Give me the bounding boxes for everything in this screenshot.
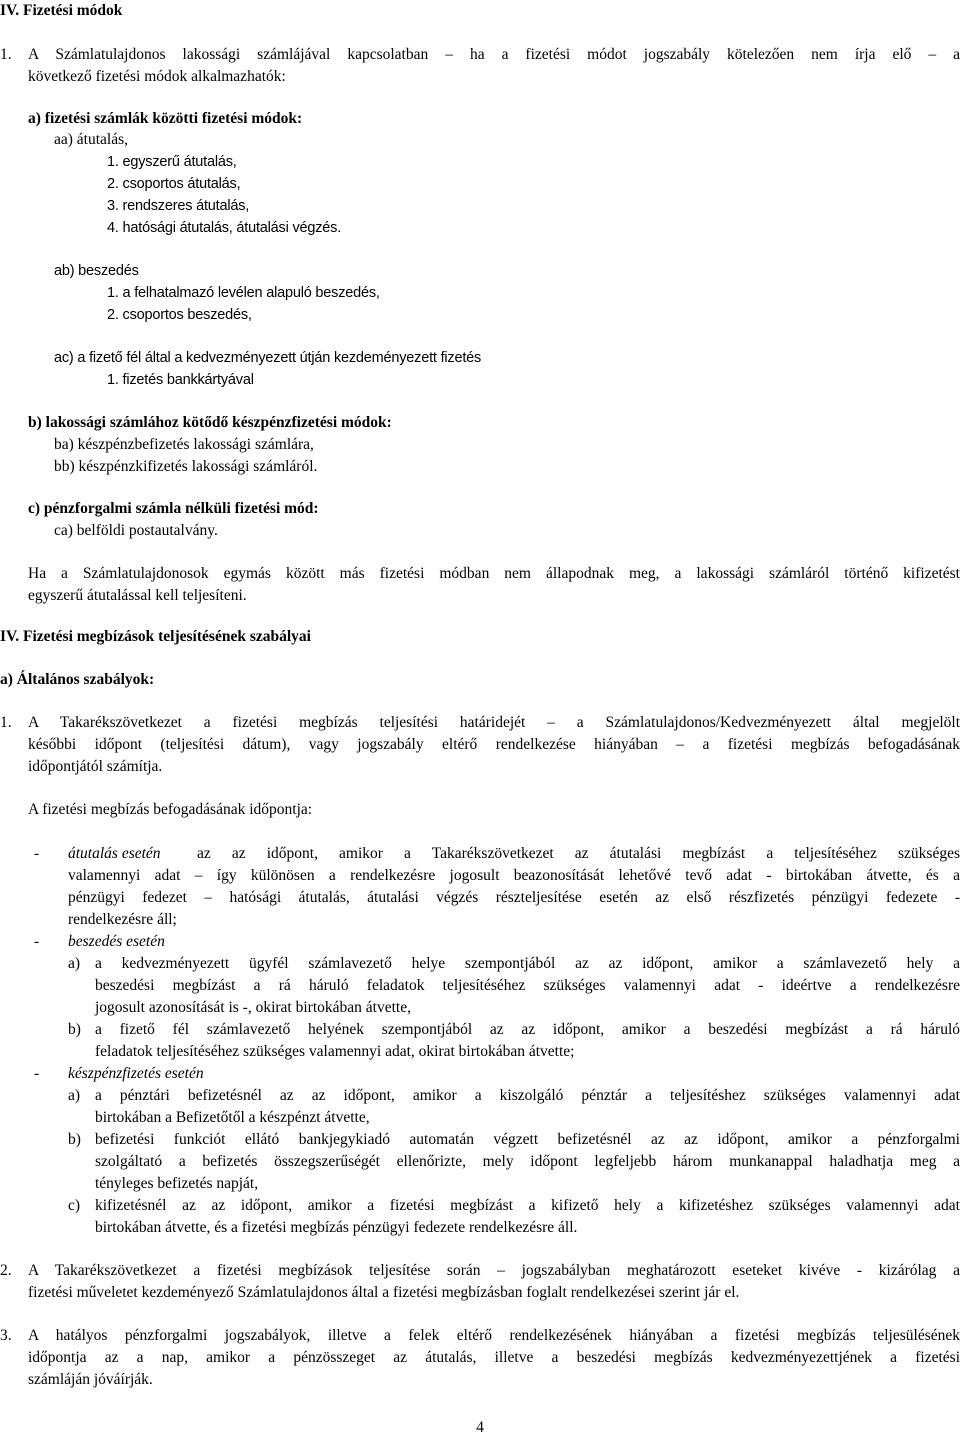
- section-title-execution-rules: IV. Fizetési megbízások teljesítésének szabályai: [0, 628, 311, 645]
- cash-a-line-1: a pénztári befizetésnél az az időpont, amikor a kiszolgáló pénztár a teljesítéshez szükséges valamennyi adat: [95, 1087, 960, 1104]
- g1-line-1: A Takarékszövetkezet a fizetési megbízás teljesítési határidejét – a Számlatulajdonos/Kedvezményezett által megjelölt: [28, 714, 960, 731]
- ab-item-1: 1. a felhatalmazó levélen alapuló beszedés,: [107, 285, 380, 301]
- p1-line-1: A Számlatulajdonos lakossági számlájával kapcsolatban – ha a fizetési módot jogszabály kötelezően nem írja elő – a: [28, 46, 960, 63]
- cash-c-line-1: kifizetésnél az az időpont, amikor a fizetési megbízást a kifizető hely a kifizetéshez szükséges valamennyi adat: [95, 1197, 960, 1214]
- aa-item-4: 4. hatósági átutalás, átutalási végzés.: [107, 220, 342, 236]
- section-title-payment-methods: IV. Fizetési módok: [0, 2, 123, 19]
- g3-line-1: A hatályos pénzforgalmi jogszabályok, illetve a felek eltérő rendelkezésének hiányában a fizetési megbízás teljesülésének: [28, 1327, 960, 1344]
- transfer-dash: -: [34, 845, 40, 862]
- b-item-1: ba) készpénzbefizetés lakossági számlára,: [54, 436, 314, 453]
- collection-b-line-2: feladatok teljesítéséhez szükséges valamennyi adat, okirat birtokában átvette;: [95, 1043, 575, 1060]
- collection-a-line-1: a kedvezményezett ügyfél számlavezető helye szempontjából az az időpont, amikor a számlavezető hely a: [95, 955, 960, 972]
- general-rules-heading: a) Általános szabályok:: [0, 671, 155, 688]
- cash-a-line-2: birtokában a Befizetőtől a készpénzt átvette,: [95, 1109, 370, 1126]
- p1-number: 1.: [0, 46, 12, 63]
- cash-c-line-2: birtokában átvette, és a fizetési megbízás pénzügyi fedezete rendelkezésre áll.: [95, 1219, 578, 1236]
- cash-label: készpénzfizetés esetén: [68, 1065, 204, 1082]
- cash-b-label: b): [68, 1131, 81, 1148]
- g1-line-3: időpontjától számítja.: [28, 758, 163, 775]
- page-number: 4: [476, 1419, 484, 1436]
- aa-label: aa) átutalás,: [54, 131, 129, 148]
- ab-label: ab) beszedés: [54, 263, 139, 279]
- transfer-line-4: rendelkezésre áll;: [68, 911, 177, 928]
- collection-a-line-3: jogosult azonosítását is -, okirat birtokában átvette,: [95, 999, 411, 1016]
- aa-item-2: 2. csoportos átutalás,: [107, 176, 241, 192]
- g2-line-1: A Takarékszövetkezet a fizetési megbízások teljesítése során – jogszabályban meghatározott eseteket kivéve - kizárólag a: [28, 1262, 960, 1279]
- collection-b-label: b): [68, 1021, 81, 1038]
- g2-number: 2.: [0, 1262, 12, 1279]
- cash-b-line-1: befizetési funkciót ellátó bankjegykiadó automatán végzett befizetésnél az az időpont, amikor a pénzforgalmi: [95, 1131, 960, 1148]
- g1-line-2: későbbi időpont (teljesítési dátum), vagy jogszabály eltérő rendelkezése hiányában – a fizetési megbízás befogadásának: [28, 736, 960, 753]
- g3-line-2: időpontja az a nap, amikor a pénzösszeget az átutalás, illetve a beszedési megbízás kedvezményezettjének a fizetési: [28, 1349, 960, 1366]
- cash-dash: -: [34, 1065, 40, 1082]
- collection-b-line-1: a fizető fél számlavezető helyének szempontjából az az időpont, amikor a beszedési megbízást a rá háruló: [95, 1021, 960, 1038]
- aa-item-3: 3. rendszeres átutalás,: [107, 198, 250, 214]
- collection-label: beszedés esetén: [68, 933, 165, 950]
- b-item-2: bb) készpénzkifizetés lakossági számláról.: [54, 458, 318, 475]
- g1-number: 1.: [0, 714, 12, 731]
- receipt-intro: A fizetési megbízás befogadásának időpontja:: [28, 801, 313, 818]
- cash-c-label: c): [68, 1197, 81, 1214]
- transfer-line-3: pénzügyi fedezet – hatósági átutalás, átutalási végzés részteljesítése esetén az első részfizetés pénzügyi fedezete -: [68, 889, 960, 906]
- ac-item-1: 1. fizetés bankkártyával: [107, 372, 254, 388]
- transfer-label: átutalás esetén: [68, 845, 161, 862]
- heading-c: c) pénzforgalmi számla nélküli fizetési mód:: [28, 500, 319, 517]
- collection-a-label: a): [68, 955, 81, 972]
- transfer-line-1: az az időpont, amikor a Takarékszövetkezet az átutalási megbízást a teljesítéséhez szükséges: [197, 845, 960, 862]
- p1-line-2: következő fizetési módok alkalmazhatók:: [28, 68, 286, 85]
- transfer-line-2: valamennyi adat – így különösen a rendelkezésre jogosult beazonosítását lehetővé tevő adat - birtokában átvette, és a: [68, 867, 960, 884]
- p-ha-line-1: Ha a Számlatulajdonosok egymás között más fizetési módban nem állapodnak meg, a lakossági számláról történő kifizetést: [28, 565, 960, 582]
- collection-a-line-2: beszedési megbízást a rá háruló feladatok teljesítéséhez szükséges valamennyi adat - ideértve a rendelkezésre: [95, 977, 960, 994]
- cash-a-label: a): [68, 1087, 81, 1104]
- g3-number: 3.: [0, 1327, 12, 1344]
- aa-item-1: 1. egyszerű átutalás,: [107, 154, 237, 170]
- g2-line-2: fizetési műveletet kezdeményező Számlatulajdonos által a fizetési megbízásban foglalt rendelkezései szerint jár el.: [28, 1284, 740, 1301]
- g3-line-3: számláján jóváírják.: [28, 1371, 153, 1388]
- heading-b: b) lakossági számlához kötődő készpénzfizetési módok:: [28, 414, 392, 431]
- ac-label: ac) a fizető fél által a kedvezményezett útján kezdeményezett fizetés: [54, 350, 482, 366]
- c-item-1: ca) belföldi postautalvány.: [54, 522, 218, 539]
- heading-a: a) fizetési számlák közötti fizetési módok:: [28, 110, 303, 127]
- cash-b-line-3: tényleges befizetés napját,: [95, 1175, 259, 1192]
- cash-b-line-2: szolgáltató a befizetés összegszerűségét ellenőrizte, mely időpont legfeljebb három munkanappal haladhatja meg a: [95, 1153, 960, 1170]
- p-ha-line-2: egyszerű átutalással kell teljesíteni.: [28, 587, 247, 604]
- ab-item-2: 2. csoportos beszedés,: [107, 307, 252, 323]
- collection-dash: -: [34, 933, 40, 950]
